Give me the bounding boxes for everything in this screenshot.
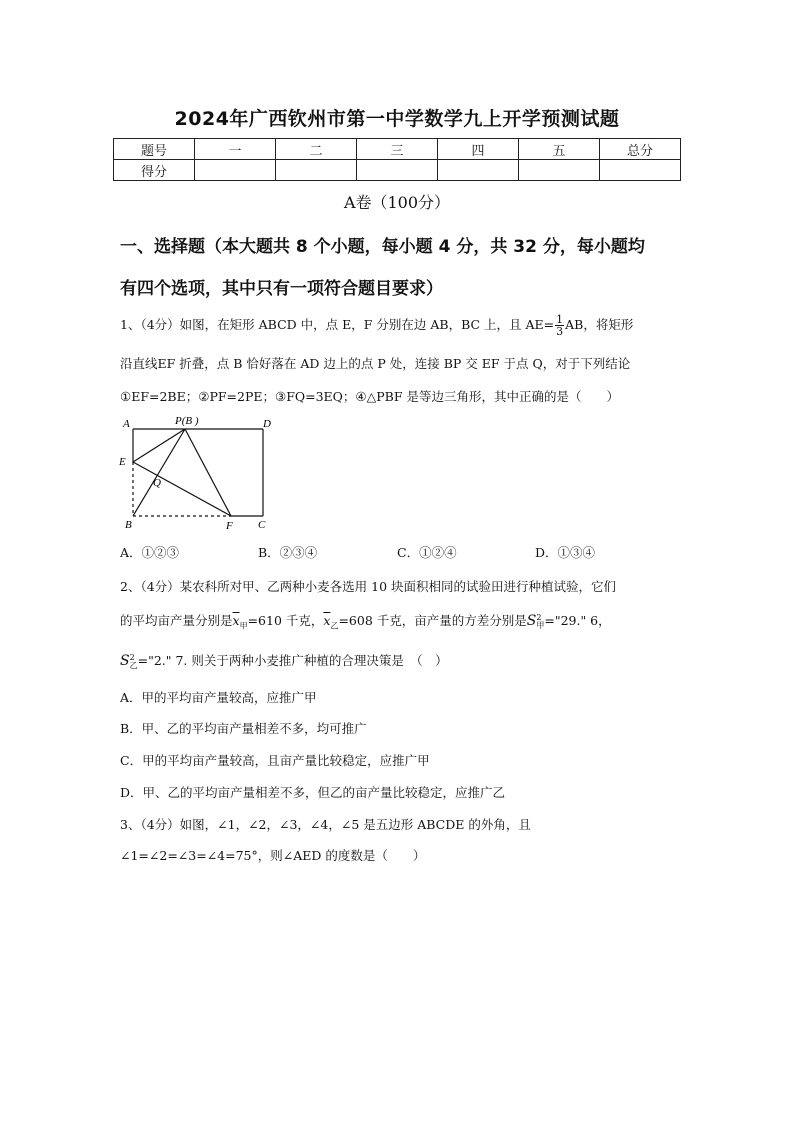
q2-text-e: ="2." 7. 则关于两种小麦推广种植的合理决策是 （ ）: [137, 653, 448, 668]
table-cell: 总分: [600, 139, 681, 160]
variance-symbol: S: [120, 653, 130, 669]
table-cell: [438, 160, 519, 181]
xbar-symbol: $\overline{x}$: [232, 613, 240, 628]
q3-line1: 3、（4分）如图，∠1，∠2，∠3，∠4，∠5 是五边形 ABCDE 的外角，且: [120, 817, 531, 832]
subscript-jia: 甲: [536, 620, 545, 630]
q1-line2: 沿直线EF 折叠，点 B 恰好落在 AD 边上的点 P 处，连接 BP 交 EF 于点 Q，对于下列结论: [120, 356, 631, 371]
q2-text-b: =610 千克，: [247, 613, 324, 628]
q2-line3: [120, 651, 448, 670]
q1-line3: ①EF=2BE；②PF=2PE；③FQ=3EQ；④△PBF 是等边三角形，其中正确的是（ ）: [120, 389, 619, 404]
table-cell: 题号: [114, 139, 195, 160]
fraction-numerator: 1: [556, 313, 564, 326]
label-PB: P(B ): [175, 415, 199, 427]
label-A: A: [123, 418, 130, 430]
q1-option-b: B．②③④: [258, 545, 318, 560]
q1-text-a: 1、（4分）如图，在矩形 ABCD 中，点 E，F 分别在边 AB，BC 上，且 AE=: [120, 317, 555, 332]
label-C: C: [258, 519, 266, 531]
label-D: D: [263, 418, 271, 430]
label-B: B: [125, 519, 132, 531]
table-cell: [519, 160, 600, 181]
segment-EP: [133, 429, 185, 462]
table-cell: [357, 160, 438, 181]
section-heading-line1: 一、选择题（本大题共 8 个小题，每小题 4 分，共 32 分，每小题均: [120, 237, 645, 257]
variance-symbol: S: [526, 613, 537, 629]
subscript-yi: 乙: [330, 621, 339, 631]
table-cell: 二: [276, 139, 357, 160]
superscript-2: 2: [536, 612, 542, 622]
q2-line2: [120, 611, 611, 632]
table-cell: 得分: [114, 160, 195, 181]
q2-option-a: A．甲的平均亩产量较高，应推广甲: [120, 690, 317, 705]
score-table-header-row: [114, 139, 681, 160]
score-table-score-row: [114, 160, 681, 181]
xbar-symbol: $\overline{x}$: [323, 613, 331, 628]
label-E: E: [119, 456, 126, 468]
superscript-2: 2: [129, 652, 135, 662]
section-heading-line2: 有四个选项，其中只有一项符合题目要求）: [120, 279, 443, 299]
table-cell: [600, 160, 681, 181]
q1-option-c: C．①②④: [397, 545, 457, 560]
subscript-jia: 甲: [239, 621, 248, 631]
q2-text-a: 的平均亩产量分别是: [120, 613, 233, 628]
q2-text-d: ="29." 6，: [544, 613, 611, 628]
sup-sub-stack: [130, 654, 138, 670]
q3-line2: ∠1=∠2=∠3=∠4=75°，则∠AED 的度数是（ ）: [120, 848, 426, 863]
q1-option-a: A．①②③: [120, 545, 180, 560]
q2-line1: 2、（4分）某农科所对甲、乙两种小麦各选用 10 块面积相同的试验田进行种植试验，它们: [120, 579, 617, 594]
q2-option-d: D．甲、乙的平均亩产量相差不多，但乙的亩产量比较稳定，应推广乙: [120, 785, 506, 800]
q2-option-b: B．甲、乙的平均亩产量相差不多，均可推广: [120, 721, 367, 736]
table-cell: 四: [438, 139, 519, 160]
q1-text-b: AB，将矩形: [565, 317, 634, 332]
fraction-denominator: 3: [556, 325, 564, 338]
subscript-yi: 乙: [129, 660, 138, 670]
q2-option-c: C．甲的平均亩产量较高，且亩产量比较稳定，应推广甲: [120, 753, 430, 768]
table-cell: [276, 160, 357, 181]
table-cell: 一: [195, 139, 276, 160]
q1-option-d: D．①③④: [535, 545, 596, 560]
score-table: [113, 138, 681, 181]
exam-title: 2024年广西钦州市第一中学数学九上开学预测试题: [174, 108, 620, 130]
paper-label: A卷（100分）: [343, 193, 451, 212]
table-cell: 三: [357, 139, 438, 160]
q1-figure: [115, 412, 285, 534]
fraction: [555, 314, 564, 337]
segment-BP: [133, 429, 185, 516]
q1-line1: [120, 314, 633, 337]
label-F: F: [226, 520, 233, 532]
label-Q: Q: [153, 477, 161, 489]
table-cell: 五: [519, 139, 600, 160]
q2-text-c: =608 千克，亩产量的方差分别是: [338, 613, 527, 628]
table-cell: [195, 160, 276, 181]
